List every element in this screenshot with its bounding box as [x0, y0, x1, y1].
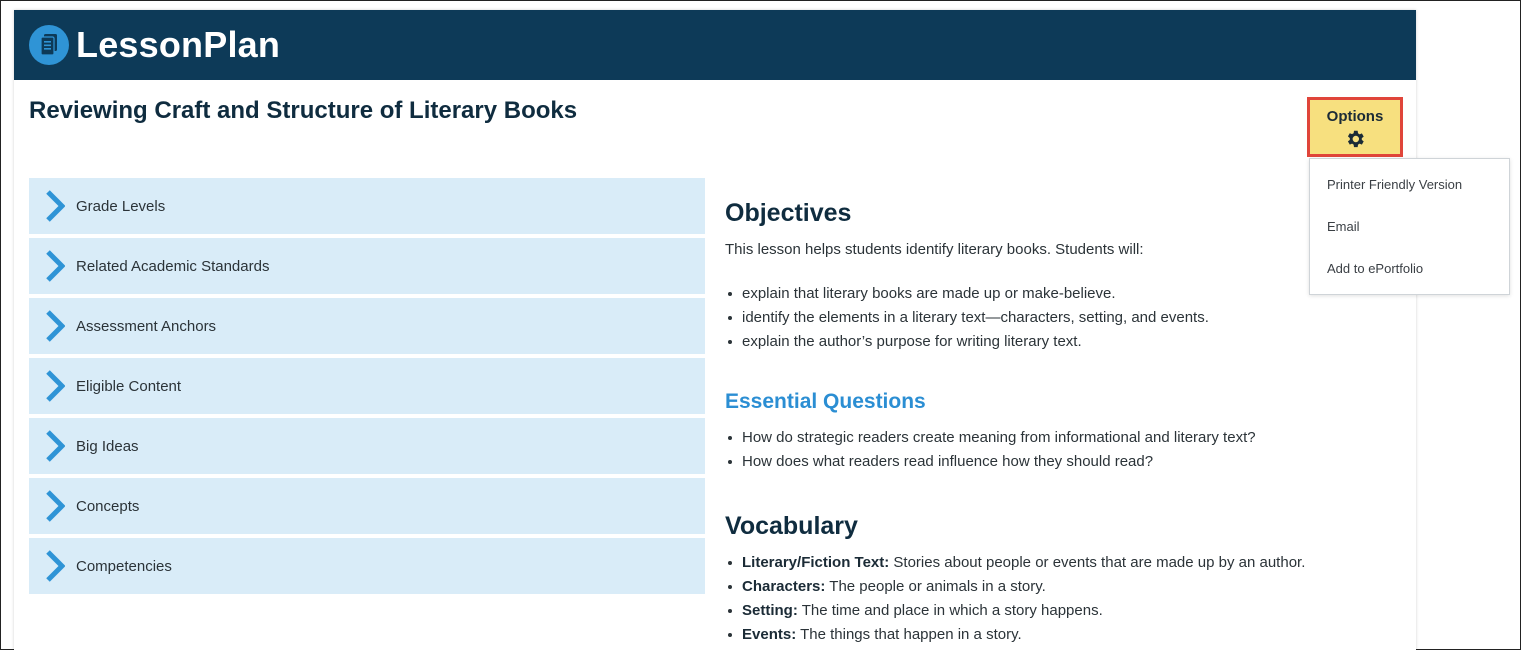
- objectives-heading: Objectives: [725, 199, 852, 227]
- vocab-term: Characters:: [742, 578, 826, 595]
- page-title: Reviewing Craft and Structure of Literary Books: [29, 97, 578, 124]
- essential-questions-heading: Essential Questions: [725, 390, 926, 413]
- chevron-right-icon: [45, 430, 65, 462]
- list-item: [725, 577, 1305, 601]
- list-item: [725, 553, 1305, 577]
- accordion-item-related-academic-standards[interactable]: [29, 238, 705, 294]
- list-item: How does what readers read influence how they should read?: [725, 452, 1256, 476]
- accordion-item-concepts[interactable]: [29, 478, 705, 534]
- options-label: Options: [1326, 108, 1384, 125]
- options-button[interactable]: [1307, 97, 1403, 157]
- list-item: How do strategic readers create meaning from informational and literary text?: [725, 428, 1256, 452]
- menu-item-printer-friendly[interactable]: Printer Friendly Version: [1327, 177, 1463, 192]
- accordion-item-eligible-content[interactable]: [29, 358, 705, 414]
- list-item: explain the author’s purpose for writing literary text.: [725, 332, 1209, 356]
- accordion-label: Related Academic Standards: [76, 257, 270, 275]
- essential-questions-list: [725, 428, 1256, 476]
- brand-name[interactable]: LessonPlan: [76, 24, 281, 65]
- list-item: identify the elements in a literary text—characters, setting, and events.: [725, 308, 1209, 332]
- vocab-definition: The people or animals in a story.: [829, 578, 1046, 595]
- vocabulary-list: [725, 553, 1305, 649]
- top-header: [14, 10, 1416, 80]
- list-item: [725, 601, 1305, 625]
- accordion-item-assessment-anchors[interactable]: [29, 298, 705, 354]
- vocab-term: Literary/Fiction Text:: [742, 554, 890, 571]
- vocab-definition: The things that happen in a story.: [800, 626, 1022, 643]
- accordion-label: Concepts: [76, 497, 140, 515]
- vocabulary-heading: Vocabulary: [725, 512, 858, 540]
- vocab-definition: The time and place in which a story happens.: [801, 602, 1103, 619]
- accordion-label: Grade Levels: [76, 197, 166, 215]
- options-dropdown-menu: [1309, 158, 1510, 295]
- objectives-list: [725, 284, 1209, 356]
- chevron-right-icon: [45, 550, 65, 582]
- menu-item-add-to-eportfolio[interactable]: Add to ePortfolio: [1327, 261, 1424, 276]
- accordion-label: Assessment Anchors: [76, 317, 217, 335]
- list-item: [725, 625, 1305, 649]
- vocab-term: Events:: [742, 626, 797, 643]
- accordion-item-grade-levels[interactable]: [29, 178, 705, 234]
- vocab-term: Setting:: [742, 602, 798, 619]
- chevron-right-icon: [45, 490, 65, 522]
- chevron-right-icon: [45, 370, 65, 402]
- objectives-intro: This lesson helps students identify literary books. Students will:: [725, 241, 1144, 258]
- accordion-label: Eligible Content: [76, 377, 182, 395]
- chevron-right-icon: [45, 190, 65, 222]
- document-icon[interactable]: [29, 25, 69, 65]
- accordion-label: Big Ideas: [76, 437, 139, 455]
- vocab-definition: Stories about people or events that are made up by an author.: [893, 554, 1306, 571]
- list-item: explain that literary books are made up or make-believe.: [725, 284, 1209, 308]
- menu-item-email[interactable]: Email: [1327, 219, 1360, 234]
- chevron-right-icon: [45, 250, 65, 282]
- chevron-right-icon: [45, 310, 65, 342]
- accordion-item-big-ideas[interactable]: [29, 418, 705, 474]
- gear-icon: [1344, 128, 1366, 155]
- accordion-label: Competencies: [76, 557, 172, 575]
- accordion-item-competencies[interactable]: [29, 538, 705, 594]
